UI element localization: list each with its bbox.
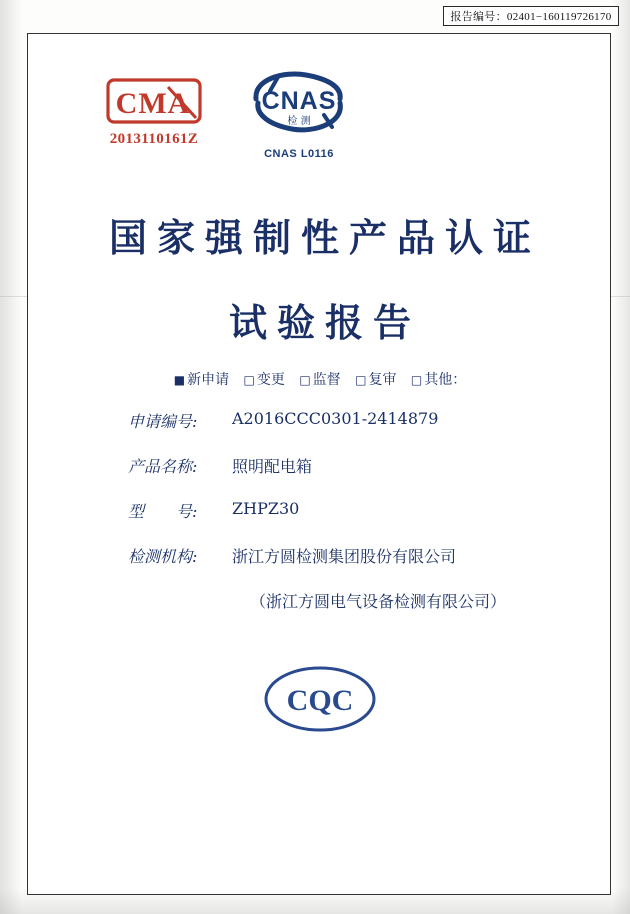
- svg-text:CMA: CMA: [115, 87, 191, 120]
- field-value-model: ZHPZ30: [232, 499, 300, 518]
- cma-logo-icon: [106, 77, 202, 125]
- field-value-testing-organization: 浙江方圆检测集团股份有限公司: [232, 547, 457, 566]
- field-list: [128, 409, 598, 612]
- checkbox-supervision[interactable]: □ 监督: [299, 369, 340, 389]
- scan-edge-shadow-right: [612, 0, 630, 914]
- certificate-frame: [27, 33, 611, 895]
- report-number-text: 报告编号：02401−160119726170: [450, 11, 612, 23]
- checkbox-other[interactable]: □ 其他：: [411, 369, 466, 389]
- cma-certificate-number: 2013110161Z: [109, 131, 199, 147]
- page-subtitle: 试验报告: [228, 300, 421, 345]
- cma-mark: [86, 77, 222, 148]
- cnas-lab-code: CNAS L0116: [264, 148, 334, 160]
- report-number-box: [443, 6, 619, 26]
- field-label-model: 型 号:: [128, 502, 198, 521]
- checkbox-change[interactable]: □ 变更: [244, 369, 285, 389]
- checkbox-new-application[interactable]: ■ 新申请: [174, 369, 229, 389]
- scan-edge-shadow-left: [0, 0, 22, 914]
- field-label-testing-organization: 检测机构:: [128, 547, 198, 566]
- field-value-product-name: 照明配电箱: [232, 457, 313, 476]
- field-value-testing-organization-secondary: （浙江方圆电气设备检测有限公司）: [250, 592, 507, 611]
- accreditation-marks-row: [28, 69, 612, 179]
- svg-text:CNAS: CNAS: [261, 87, 337, 115]
- field-label-application-number: 申请编号:: [128, 412, 198, 431]
- cnas-mark: [224, 69, 374, 160]
- cqc-mark: [28, 664, 612, 734]
- application-type-row: [28, 369, 612, 389]
- field-product-name: [128, 454, 598, 477]
- field-model: [128, 499, 598, 522]
- field-label-product-name: 产品名称:: [128, 457, 198, 476]
- field-value-application-number: A2016CCC0301-2414879: [232, 409, 439, 428]
- svg-text:检 测: 检 测: [287, 116, 311, 127]
- svg-text:CQC: CQC: [286, 684, 354, 717]
- cqc-logo-icon: [262, 664, 378, 734]
- field-testing-organization: [128, 544, 598, 567]
- checkbox-review[interactable]: □ 复审: [355, 369, 396, 389]
- page-title: 国家强制性产品认证: [108, 215, 541, 260]
- cnas-logo-icon: [244, 69, 354, 147]
- field-application-number: [128, 409, 598, 432]
